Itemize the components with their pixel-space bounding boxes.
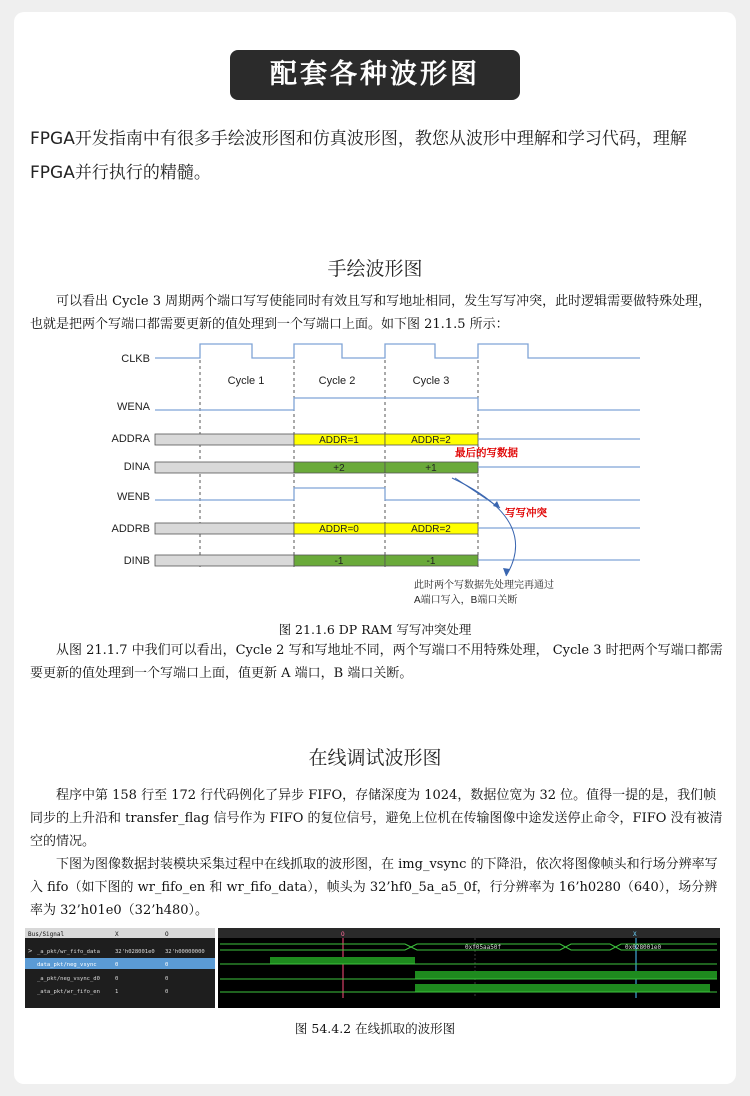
signal-label-addra: ADDRA — [111, 433, 150, 445]
wave-row-x-0: 32'h028001e0 — [115, 949, 155, 955]
addra-idle-bar — [155, 434, 294, 445]
wave-row-name-0: _a_pkt/wr_fifo_data — [37, 949, 100, 955]
section-title-online-debug: 在线调试波形图 — [308, 747, 442, 769]
wave-row-name-1: data_pkt/neg_vsync — [37, 962, 97, 968]
section1-paragraph-2: 从图 21.1.7 中我们可以看出，Cycle 2 写和写地址不同，两个写端口不用特殊处理， Cycle 3 时把两个写端口都需要更新的值处理到一个写端口上面，值更新 A 端口，B 端口关断。 — [30, 643, 723, 681]
addrb-value-2-text: ADDR=2 — [411, 524, 451, 535]
dinb-value-1-text: -1 — [334, 556, 344, 567]
wave-row-x-2: 0 — [115, 976, 119, 982]
wenb-waveform — [155, 488, 640, 500]
figure-caption-2: 图 54.4.2 在线抓取的波形图 — [294, 1021, 456, 1036]
dina-value-1-text: +2 — [333, 463, 345, 474]
cycle-label-3: Cycle 3 — [412, 375, 450, 387]
wena-waveform — [155, 398, 640, 410]
neg-vsync-pulse — [270, 957, 415, 964]
dinb-value-2-text: -1 — [426, 556, 436, 567]
note-last-write-data: 最后的写数据 — [455, 447, 518, 459]
col-header-signal: Bus/Signal — [28, 931, 65, 938]
wr-fifo-en-pulse — [415, 984, 710, 992]
addra-value-1-text: ADDR=1 — [319, 435, 359, 446]
expand-arrow-icon: > — [28, 947, 33, 955]
signal-label-wenb: WENB — [117, 491, 150, 503]
signal-label-dina: DINA — [123, 461, 150, 473]
section2-paragraph-1: 程序中第 158 行至 172 行代码例化了异步 FIFO，存储深度为 1024，数据位宽为 32 位。值得一提的是，我们帧同步的上升沿和 transfer_flag 信号作为 FIFO 的复位信号，避免上位机在传输图像中途发送停止命令，FIFO 没有被清空的情况。 — [30, 788, 723, 849]
wave-row-name-3: _ata_pkt/wr_fifo_en — [37, 989, 100, 995]
signal-label-dinb: DINB — [123, 555, 150, 567]
section-title-hand-drawn: 手绘波形图 — [327, 258, 423, 280]
dinb-idle-bar — [155, 555, 294, 566]
dina-idle-bar — [155, 462, 294, 473]
wave-row-o-0: 32'h00000000 — [165, 949, 205, 955]
signal-label-wena: WENA — [117, 401, 150, 413]
marker-o-label: O — [341, 931, 345, 938]
col-header-o: O — [165, 931, 169, 938]
dina-value-2-text: +1 — [425, 463, 437, 474]
bus-value-1: 0xf05aa50f — [465, 944, 502, 951]
addrb-value-1-text: ADDR=0 — [319, 524, 359, 535]
page-title: 配套各种波形图 — [230, 50, 520, 100]
note-bottom-line-1: 此时两个写数据先处理完再通过 — [414, 580, 554, 591]
col-header-x: X — [115, 931, 119, 938]
bus-value-2: 0x028001e0 — [625, 944, 662, 951]
note-bottom-line-2: A端口写入，B端口关断 — [414, 595, 518, 606]
section2-paragraph-2: 下图为图像数据封装模块采集过程中在线抓取的波形图，在 img_vsync 的下降沿，依次将图像帧头和行场分辨率写入 fifo（如下图的 wr_fifo_en 和 wr_fifo_data），帧头为 32’hf0_5a_a5_0f，行分辨率为 16’h0280（640），场分辨率为 32’h01e0（32’h480）。 — [30, 857, 718, 918]
online-capture-waveform — [25, 928, 720, 1008]
clkb-waveform — [155, 344, 640, 358]
addra-value-2-text: ADDR=2 — [411, 435, 451, 446]
addrb-idle-bar — [155, 523, 294, 534]
signal-label-addrb: ADDRB — [111, 523, 150, 535]
wave-row-o-2: 0 — [165, 976, 169, 982]
wave-row-o-1: 0 — [165, 962, 169, 968]
note-write-conflict: 写写冲突 — [505, 507, 547, 519]
wave-row-x-3: 1 — [115, 989, 119, 995]
figure-caption-1: 图 21.1.6 DP RAM 写写冲突处理 — [278, 622, 472, 637]
marker-x-label: X — [633, 931, 637, 938]
wave-row-name-2: _a_pkt/neg_vsync_d0 — [37, 976, 100, 982]
cycle-label-1: Cycle 1 — [227, 375, 265, 387]
signal-label-clkb: CLKB — [121, 353, 150, 365]
intro-text: FPGA开发指南中有很多手绘波形图和仿真波形图，教您从波形中理解和学习代码，理解FPGA并行执行的精髓。 — [30, 129, 687, 183]
cycle-label-2: Cycle 2 — [318, 375, 356, 387]
wave-row-o-3: 0 — [165, 989, 169, 995]
hand-drawn-waveform-diagram — [0, 340, 750, 618]
neg-vsync-d0-pulse — [415, 971, 717, 979]
section1-paragraph-1: 可以看出 Cycle 3 周期两个端口写写使能同时有效且写和写地址相同，发生写写冲突，此时逻辑需要做特殊处理，也就是把两个写端口都需要更新的值处理到一个写端口上面。如下图 21.1.5 所示： — [30, 294, 712, 332]
wave-row-x-1: 0 — [115, 962, 119, 968]
